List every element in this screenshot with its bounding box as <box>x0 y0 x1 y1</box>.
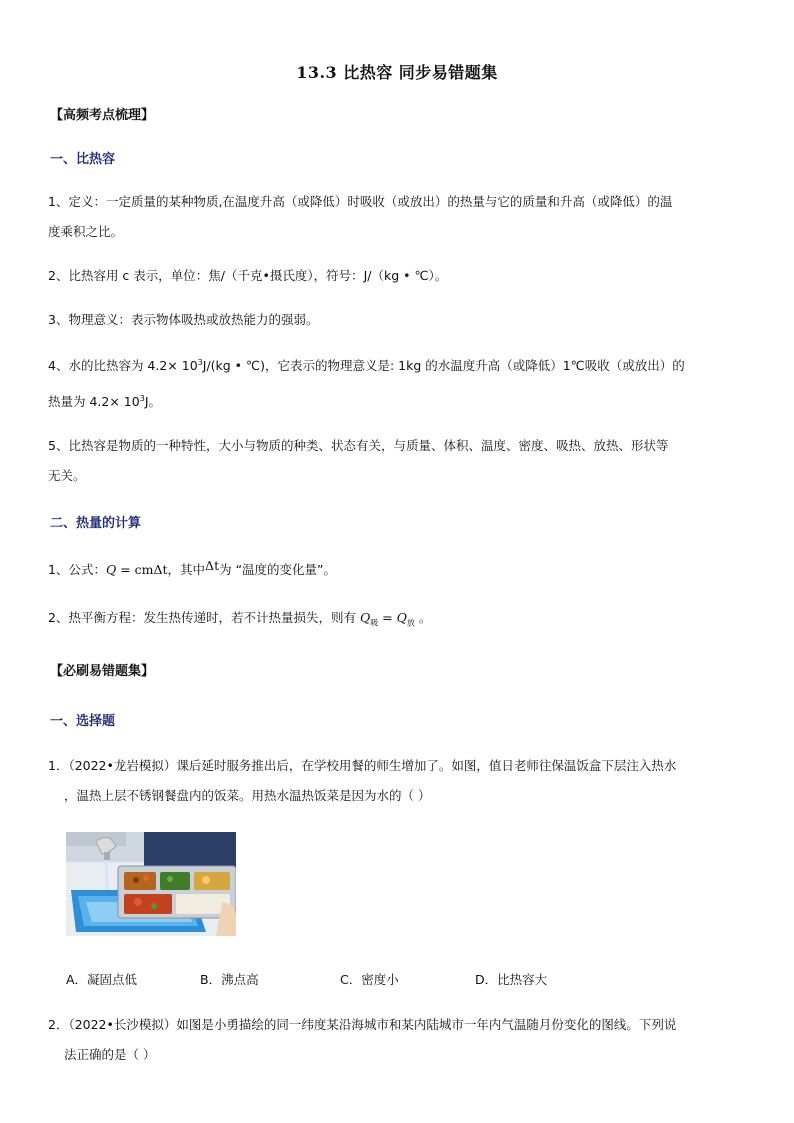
item4-line2-exponent: 3 <box>139 393 145 403</box>
item5-line1: 5、比热容是物质的一种特性，大小与物质的种类、状态有关，与质量、体积、温度、密度、吸热、放热、形状等 <box>48 438 669 453</box>
lunch-box-illustration <box>66 832 236 936</box>
q1-option-d: D．比热容大 <box>475 972 548 987</box>
balance-q-released: Q <box>396 610 407 625</box>
section-heading-error-prone: 【必刷易错题集】 <box>50 664 155 679</box>
balance-sub-released: 放 <box>406 618 415 628</box>
item4-line2 <box>48 392 161 412</box>
item1-line1: 1、定义：一定质量的某种物质,在温度升高（或降低）时吸收（或放出）的热量与它的质量和升高（或降低）的温 <box>48 194 673 209</box>
formula-line <box>48 560 336 580</box>
q1-option-c: C．密度小 <box>340 972 399 987</box>
item2: 2、比热容用 c 表示，单位：焦/（千克•摄氏度），符号：J/（kg • ℃）。 <box>48 268 448 283</box>
q1-option-a: A．凝固点低 <box>66 972 138 987</box>
heading-multiple-choice: 一、选择题 <box>50 714 116 729</box>
item4-post: J/(kg • ℃)，它表示的物理意义是: 1kg 的水温度升高（或降低）1℃吸收（或放出）的 <box>202 358 685 373</box>
item4-line1 <box>48 356 685 376</box>
formula-delta: Δt <box>205 558 220 573</box>
q1-line2: ，温热上层不锈钢餐盘内的饭菜。用热水温热饭菜是因为水的（ ） <box>64 788 431 803</box>
formula-q: Q <box>105 562 117 577</box>
section-heading-key-points: 【高频考点梳理】 <box>50 108 155 123</box>
heading-heat-calculation: 二、热量的计算 <box>50 516 142 531</box>
heat-balance-line <box>48 608 431 628</box>
item3: 3、物理意义：表示物体吸热或放热能力的强弱。 <box>48 312 319 327</box>
formula-prefix: 1、公式： <box>48 562 106 577</box>
formula-equation: = cmΔt <box>116 562 168 577</box>
q1-line1: 1．（2022•龙岩模拟）课后延时服务推出后，在学校用餐的师生增加了。如图，值日老师往保温饭盒下层注入热水 <box>48 758 677 773</box>
formula-mid: ，其中 <box>167 562 206 577</box>
balance-equals: = <box>378 610 397 625</box>
item4-pre: 4、水的比热容为 4.2× 10 <box>48 358 198 373</box>
balance-q-absorbed: Q <box>359 610 371 625</box>
q2-line1: 2．（2022•长沙模拟）如图是小勇描绘的同一纬度某沿海城市和某内陆城市一年内气温随月份变化的图线。下列说 <box>48 1017 677 1032</box>
balance-end: 。 <box>414 610 432 625</box>
lunch-box-photo <box>66 832 236 936</box>
q1-option-b: B．沸点高 <box>200 972 259 987</box>
page-title: 13.3 比热容 同步易错题集 <box>296 63 498 82</box>
item4-line2-pre: 热量为 4.2× 10 <box>48 394 140 409</box>
item5-line2: 无关。 <box>48 468 86 483</box>
q2-line2: 法正确的是（ ） <box>64 1047 156 1062</box>
item1-line2: 度乘积之比。 <box>48 224 124 239</box>
formula-suffix: 为 “温度的变化量”。 <box>219 562 337 577</box>
item4-line2-post: J。 <box>144 394 161 409</box>
item4-exponent: 3 <box>197 357 203 367</box>
balance-sub-absorbed: 吸 <box>370 618 379 628</box>
heading-specific-heat: 一、比热容 <box>50 152 116 167</box>
balance-prefix: 2、热平衡方程：发生热传递时，若不计热量损失，则有 <box>48 610 360 625</box>
